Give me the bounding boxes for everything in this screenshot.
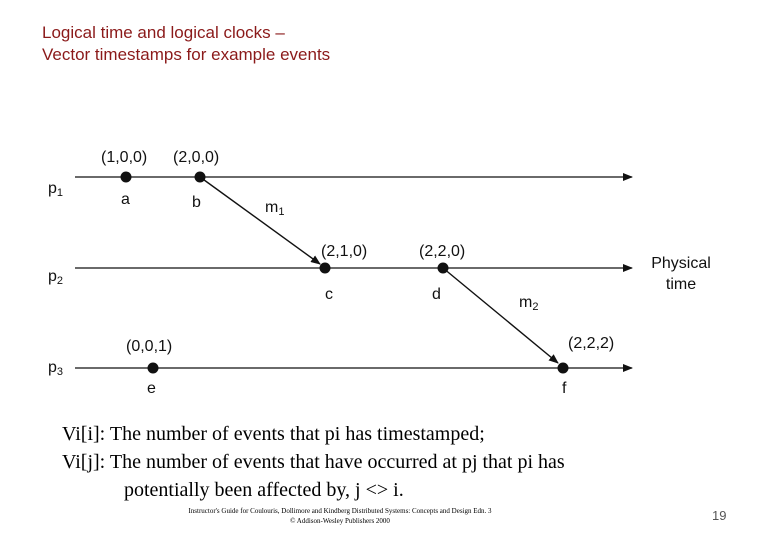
timestamp-c: (2,1,0) — [321, 243, 368, 260]
event-dot-e — [148, 363, 159, 374]
footer-line-1: Instructor's Guide for Coulouris, Dollimore and Kindberg Distributed Systems: Concepts and Design Edn. 3 — [188, 507, 492, 515]
timestamp-e: (0,0,1) — [126, 338, 173, 355]
caption-line-3: potentially been affected by, j <> i. — [124, 479, 404, 501]
caption-line-1: Vi[i]: The number of events that pi has timestamped; — [62, 423, 485, 445]
message-m1-arrow — [200, 177, 320, 264]
title-line-1: Logical time and logical clocks – — [42, 23, 285, 42]
event-name-c: c — [325, 286, 333, 303]
message-label-m2: m2 — [519, 294, 539, 313]
footer-credit — [180, 506, 500, 526]
event-name-e: e — [147, 380, 156, 397]
page-number: 19 — [712, 508, 727, 523]
event-name-b: b — [192, 194, 201, 211]
process-label-p3: p3 — [48, 359, 64, 378]
timestamp-b: (2,0,0) — [173, 149, 220, 166]
caption — [62, 420, 565, 504]
event-dot-a — [121, 172, 132, 183]
event-dot-b — [195, 172, 206, 183]
message-m2-arrow — [443, 268, 558, 363]
physical-time-label-line2: time — [665, 276, 697, 293]
caption-line-2: Vi[j]: The number of events that have occurred at pj that pi has — [62, 451, 565, 473]
timestamp-a: (1,0,0) — [101, 149, 148, 166]
timestamp-f: (2,2,2) — [568, 335, 615, 352]
event-name-d: d — [432, 286, 441, 303]
process-label-p2: p2 — [48, 268, 64, 287]
event-dot-c — [320, 263, 331, 274]
event-name-f: f — [562, 380, 567, 397]
message-label-m1: m1 — [265, 199, 285, 218]
title-line-2: Vector timestamps for example events — [42, 45, 331, 64]
event-dot-d — [438, 263, 449, 274]
timestamp-d: (2,2,0) — [419, 243, 466, 260]
event-name-a: a — [121, 191, 130, 208]
footer-line-2: © Addison-Wesley Publishers 2000 — [290, 517, 390, 525]
physical-time-label-line1: Physical — [651, 255, 711, 272]
event-dot-f — [558, 363, 569, 374]
process-label-p1: p1 — [48, 180, 64, 199]
